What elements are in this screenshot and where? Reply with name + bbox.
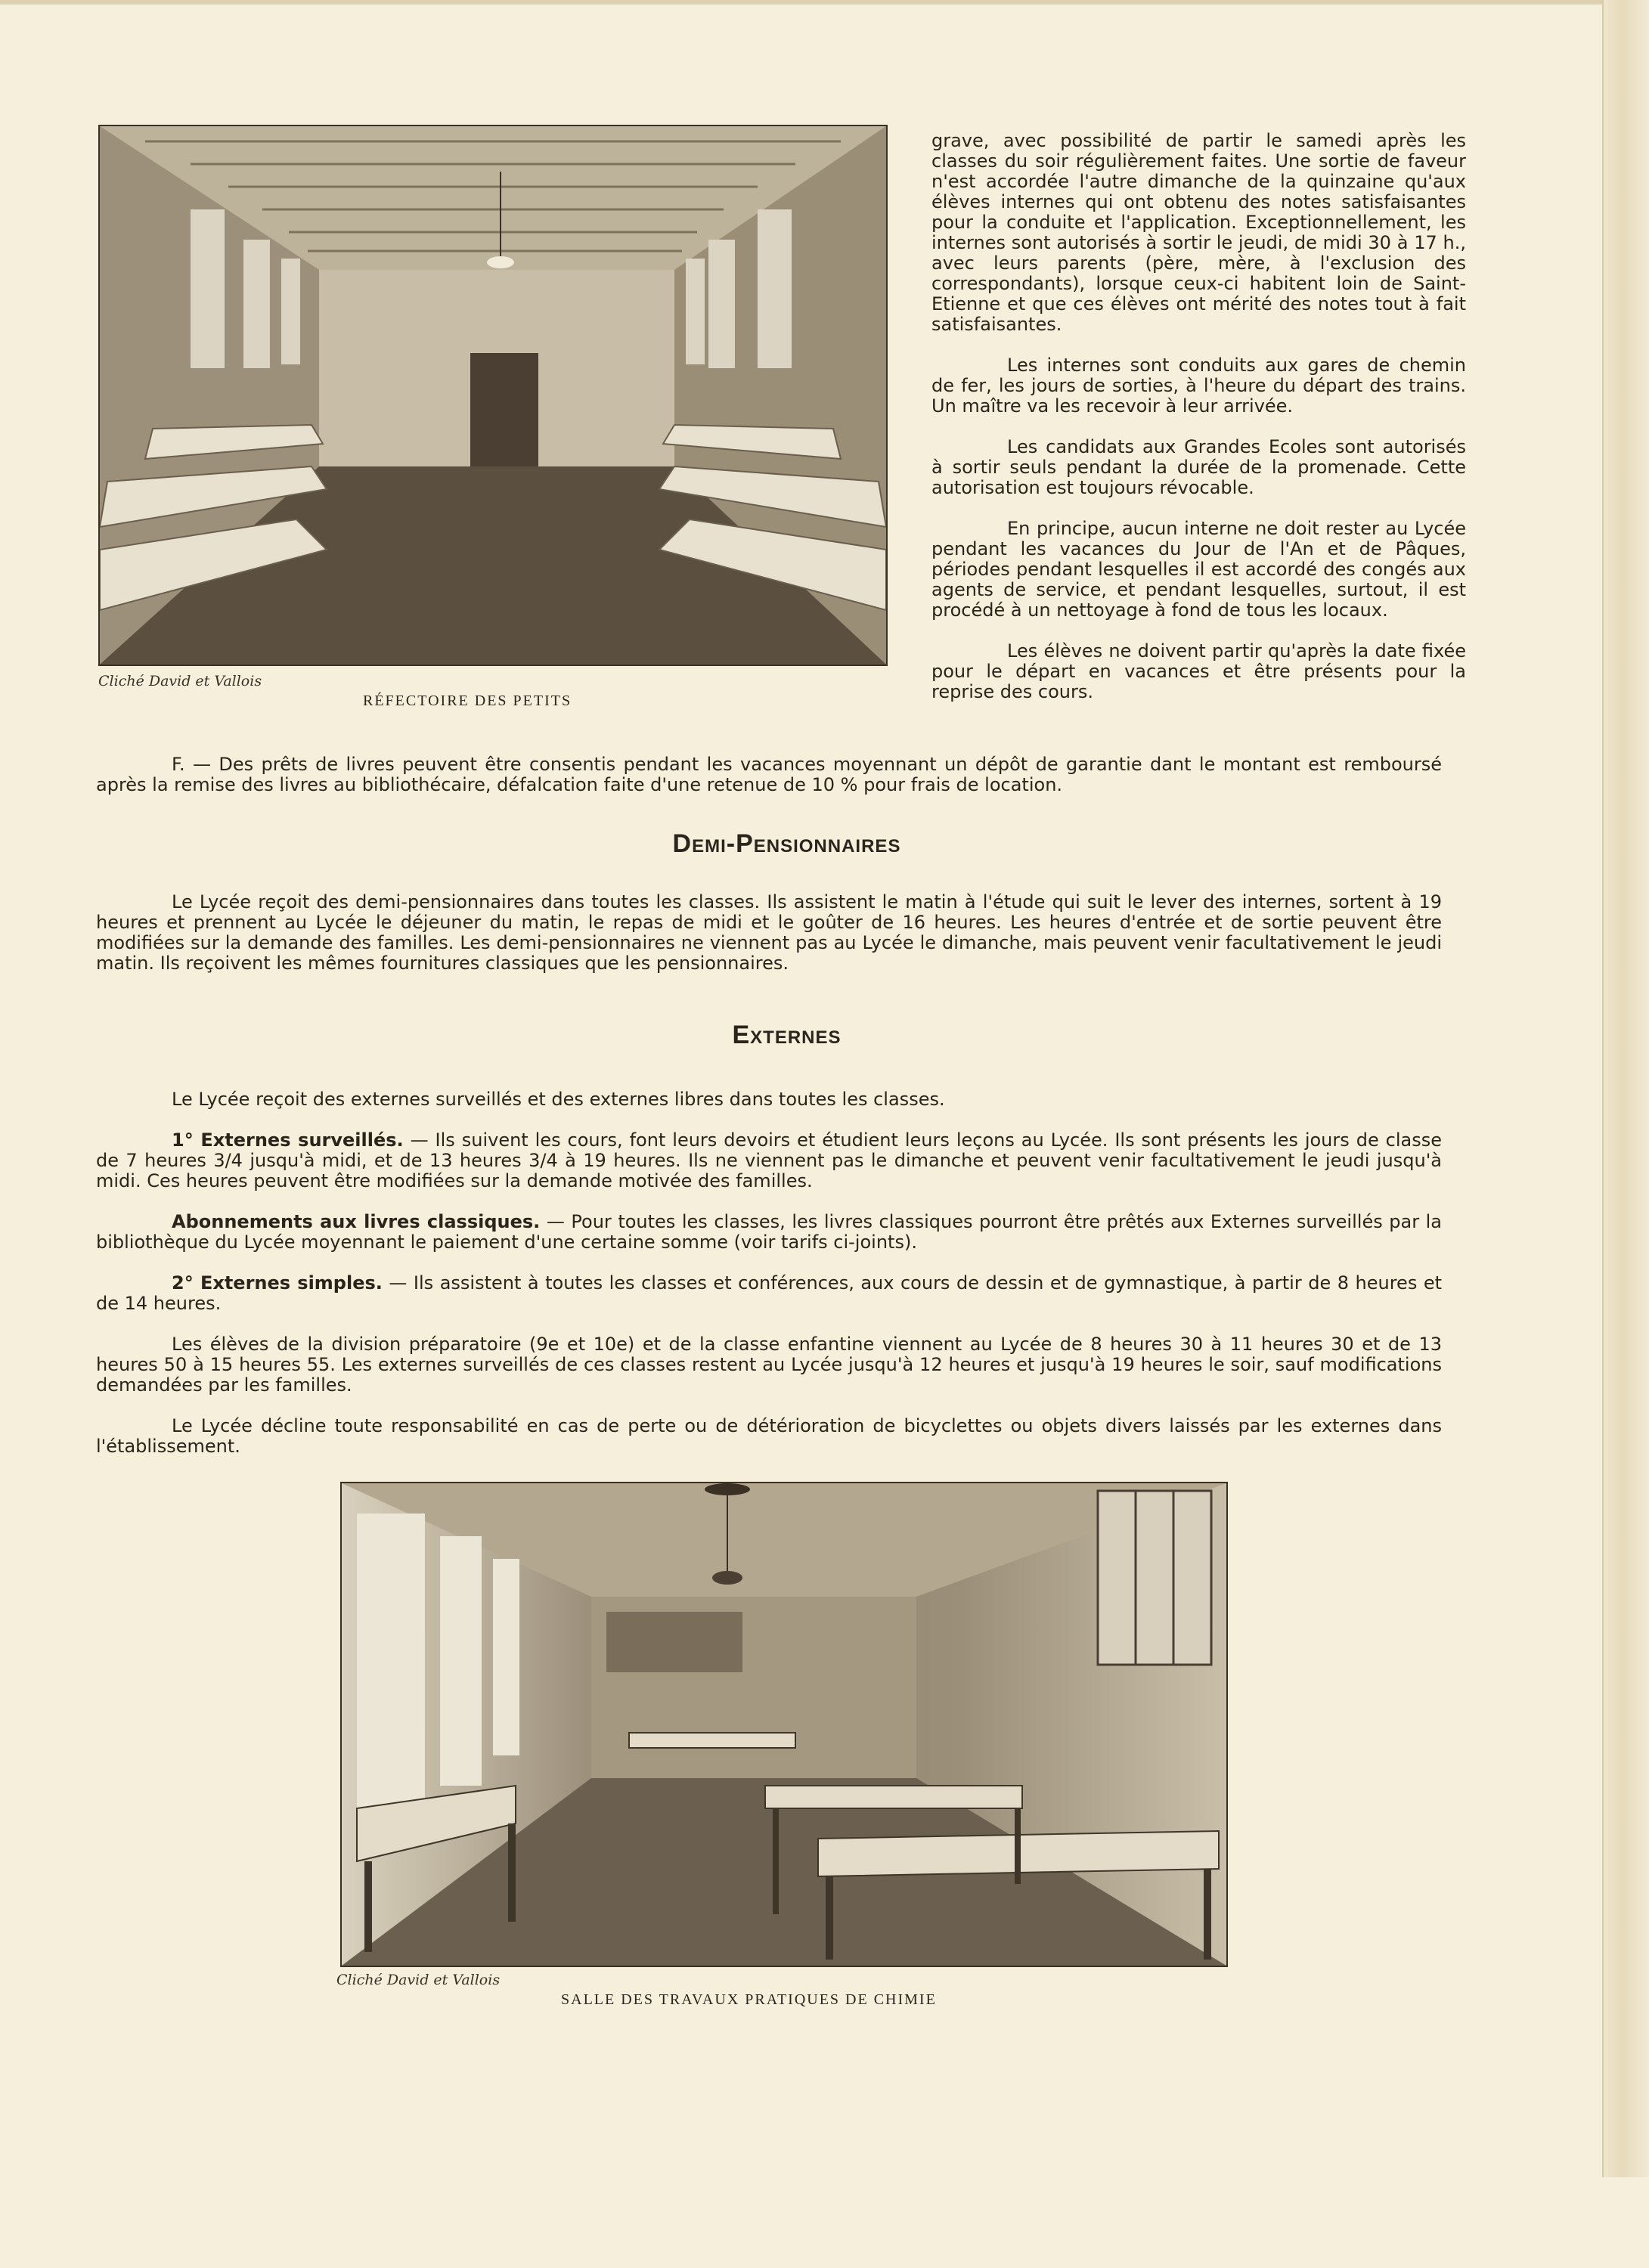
heading-externes-text: Externes <box>732 1021 842 1049</box>
externes-surveilles <box>96 1130 1442 1191</box>
right-paragraph-3: Les candidats aux Grandes Ecoles sont autorisés à sortir seuls pendant la durée de la promenade. Cette autorisation est toujours révocable. <box>931 436 1466 498</box>
photo-caption-chimie: SALLE DES TRAVAUX PRATIQUES DE CHIMIE <box>561 1991 937 2008</box>
page-top-edge <box>0 0 1649 5</box>
photo-refectoire <box>98 125 888 666</box>
right-paragraph-5: Les élèves ne doivent partir qu'après la date fixée pour le départ en vacances et être présents pour la reprise des cours. <box>931 640 1466 702</box>
externes-simples-label: 2° Externes simples. <box>172 1272 383 1294</box>
abonnements-text: — Pour toutes les classes, les livres classiques pourront être prêtés aux Externes surveillés par la bibliothèque du Lycée moyennant le paiement d'une certaine somme (voir tarifs ci-joints). <box>96 1211 1442 1253</box>
chimie-illustration <box>342 1483 1226 1966</box>
demi-pensionnaires-text <box>96 892 1442 994</box>
right-column-text <box>931 131 1466 723</box>
photo-credit-refectoire: Cliché David et Vallois <box>98 673 262 689</box>
heading-demi-pensionnaires-text: Demi-Pensionnaires <box>672 829 901 858</box>
demi-paragraph: Le Lycée reçoit des demi-pensionnaires dans toutes les classes. Ils assistent le matin à l'étude qui suit le lever des internes, sortent à 19 heures et prennent au Lycée le déjeuner du matin, le repas de midi et le goûter de 16 heures. Les heures d'entrée et de sortie peuvent être modifiées sur la demande des familles. Les demi-pensionnaires ne viennent pas au Lycée le dimanche, mais peuvent venir facultativement le jeudi matin. Ils reçoivent les mêmes fournitures classiques que les pensionnaires. <box>96 891 1442 974</box>
abonnements-label: Abonnements aux livres classiques. <box>172 1211 541 1232</box>
page-right-edge <box>1602 0 1649 2177</box>
paragraph-f-text: F. — Des prêts de livres peuvent être consentis pendant les vacances moyennant un dépôt de garantie dant le montant est remboursé après la remise des livres au bibliothécaire, défalcation faite d'une retenue de 10 % pour frais de location. <box>96 754 1442 795</box>
responsabilite-bicyclettes: Le Lycée décline toute responsabilité en cas de perte ou de détérioration de bicyclettes ou objets divers laissés par les externes dans l'établissement. <box>96 1415 1442 1457</box>
photo-caption-refectoire: RÉFECTOIRE DES PETITS <box>363 692 572 709</box>
externes-surveilles-text: — Ils suivent les cours, font leurs devoirs et étudient leurs leçons au Lycée. Ils sont présents les jours de classe de 7 heures 3/4 jusqu'à midi, et de 13 heures 3/4 à 19 heures. Ils ne viennent pas le dimanche et peuvent venir facultativement le jeudi jusqu'à midi. Ces heures peuvent être modifiées sur la demande motivée des familles. <box>96 1129 1443 1191</box>
abonnements-livres <box>96 1212 1442 1253</box>
photo-credit-chimie: Cliché David et Vallois <box>336 1972 501 1988</box>
right-paragraph-4: En principe, aucun interne ne doit rester au Lycée pendant les vacances du Jour de l'An et de Pâques, périodes pendant lesquelles il est accordé des congés aux agents de service, et pendant lesquelles, surtout, il est procédé à un nettoyage à fond de tous les locaux. <box>931 518 1466 621</box>
heading-externes <box>0 1021 1649 1050</box>
right-paragraph-1: grave, avec possibilité de partir le samedi après les classes du soir régulièrement faites. Une sortie de faveur n'est accordée l'autre dimanche de la quinzaine qu'aux élèves internes qui ont obtenu des notes satisfaisantes pour la conduite et l'application. Exceptionnellement, les internes sont autorisés à sortir le jeudi, de midi 30 à 17 h., avec leurs parents (père, mère, à l'exclusion des correspondants), lorsque ceux-ci habitent loin de Saint-Etienne et que ces élèves ont mérité des notes tout à fait satisfaisantes. <box>931 130 1466 335</box>
refectoire-illustration <box>100 126 886 665</box>
photo-chimie <box>340 1482 1228 1967</box>
externes-simples-text: — Ils assistent à toutes les classes et conférences, aux cours de dessin et de gymnastique, à partir de 8 heures et de 14 heures. <box>96 1272 1443 1314</box>
externes-simples <box>96 1273 1442 1314</box>
paragraph-f <box>96 754 1442 816</box>
right-paragraph-2: Les internes sont conduits aux gares de chemin de fer, les jours de sorties, à l'heure du départ des trains. Un maître va les recevoir à leur arrivée. <box>931 355 1466 417</box>
heading-demi-pensionnaires <box>0 829 1649 859</box>
division-preparatoire: Les élèves de la division préparatoire (9e et 10e) et de la classe enfantine viennent au Lycée de 8 heures 30 à 11 heures 30 et de 13 heures 50 à 15 heures 55. Les externes surveillés de ces classes restent au Lycée jusqu'à 12 heures et jusqu'à 19 heures le soir, sauf modifications demandées par les familles. <box>96 1334 1442 1396</box>
externes-text <box>96 1089 1442 1477</box>
externes-surveilles-label: 1° Externes surveillés. <box>172 1129 404 1151</box>
externes-intro: Le Lycée reçoit des externes surveillés et des externes libres dans toutes les classes. <box>172 1089 945 1110</box>
